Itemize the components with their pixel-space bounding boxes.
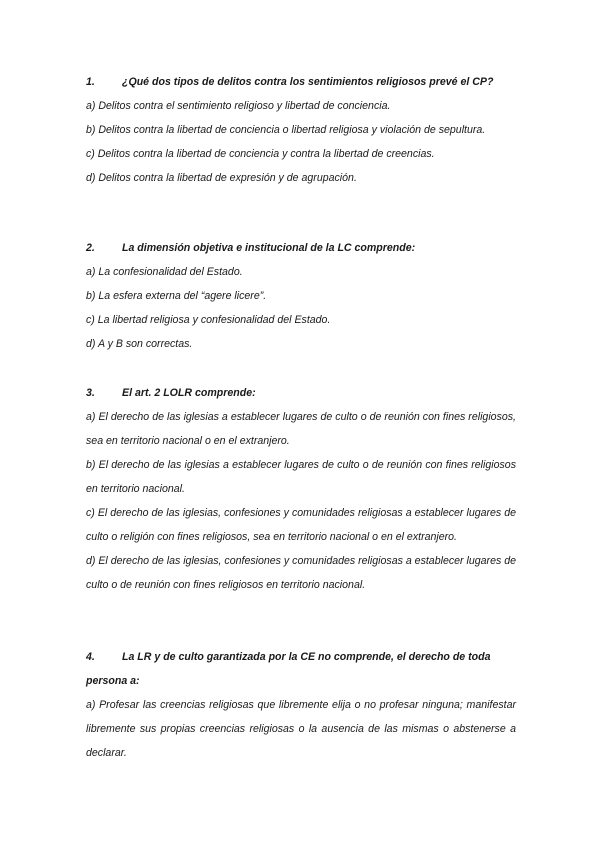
option-c: c) La libertad religiosa y confesionalidad del Estado.	[86, 314, 331, 326]
question-text: El art. 2 LOLR comprende:	[122, 387, 256, 399]
option-d: d) Delitos contra la libertad de expresión y de agrupación.	[86, 172, 357, 184]
question-title	[86, 645, 516, 693]
question-1	[86, 70, 516, 190]
option-a: a) El derecho de las iglesias a establecer lugares de culto o de reunión con fines religiosos, sea en territorio nacional o en el extranjero.	[86, 411, 516, 447]
option-d: d) A y B son correctas.	[86, 338, 193, 350]
question-2	[86, 236, 516, 356]
option-b: b) La esfera externa del “agere licere”.	[86, 290, 267, 302]
option-a: a) La confesionalidad del Estado.	[86, 266, 243, 278]
question-4	[86, 645, 516, 765]
question-number: 2.	[86, 242, 95, 254]
option-c: c) Delitos contra la libertad de conciencia y contra la libertad de creencias.	[86, 148, 435, 160]
question-number: 4.	[86, 651, 95, 663]
option-b: b) El derecho de las iglesias a establecer lugares de culto o de reunión con fines religiosos en territorio nacional.	[86, 459, 516, 495]
question-text: La dimensión objetiva e institucional de la LC comprende:	[122, 242, 416, 254]
question-3	[86, 381, 516, 597]
question-number: 1.	[86, 76, 95, 88]
question-number: 3.	[86, 387, 95, 399]
question-title	[86, 70, 516, 94]
option-a: a) Delitos contra el sentimiento religioso y libertad de conciencia.	[86, 100, 391, 112]
option-b: b) Delitos contra la libertad de conciencia o libertad religiosa y violación de sepultura.	[86, 124, 486, 136]
question-title	[86, 381, 516, 405]
option-c: c) El derecho de las iglesias, confesiones y comunidades religiosas a establecer lugares de culto o religión con fines religiosos, sea en territorio nacional o en el extranjero.	[86, 507, 516, 543]
question-text: La LR y de culto garantizada por la CE no comprende, el derecho de toda persona a:	[86, 651, 491, 687]
option-d: d) El derecho de las iglesias, confesiones y comunidades religiosas a establecer lugares de culto o de reunión con fines religiosos en territorio nacional.	[86, 555, 516, 591]
question-text: ¿Qué dos tipos de delitos contra los sentimientos religiosos prevé el CP?	[122, 76, 494, 88]
question-title	[86, 236, 516, 260]
option-a: a) Profesar las creencias religiosas que libremente elija o no profesar ninguna; manifestar libremente sus propias creencias religiosas o la ausencia de las mismas o abstenerse a declarar.	[86, 699, 516, 759]
